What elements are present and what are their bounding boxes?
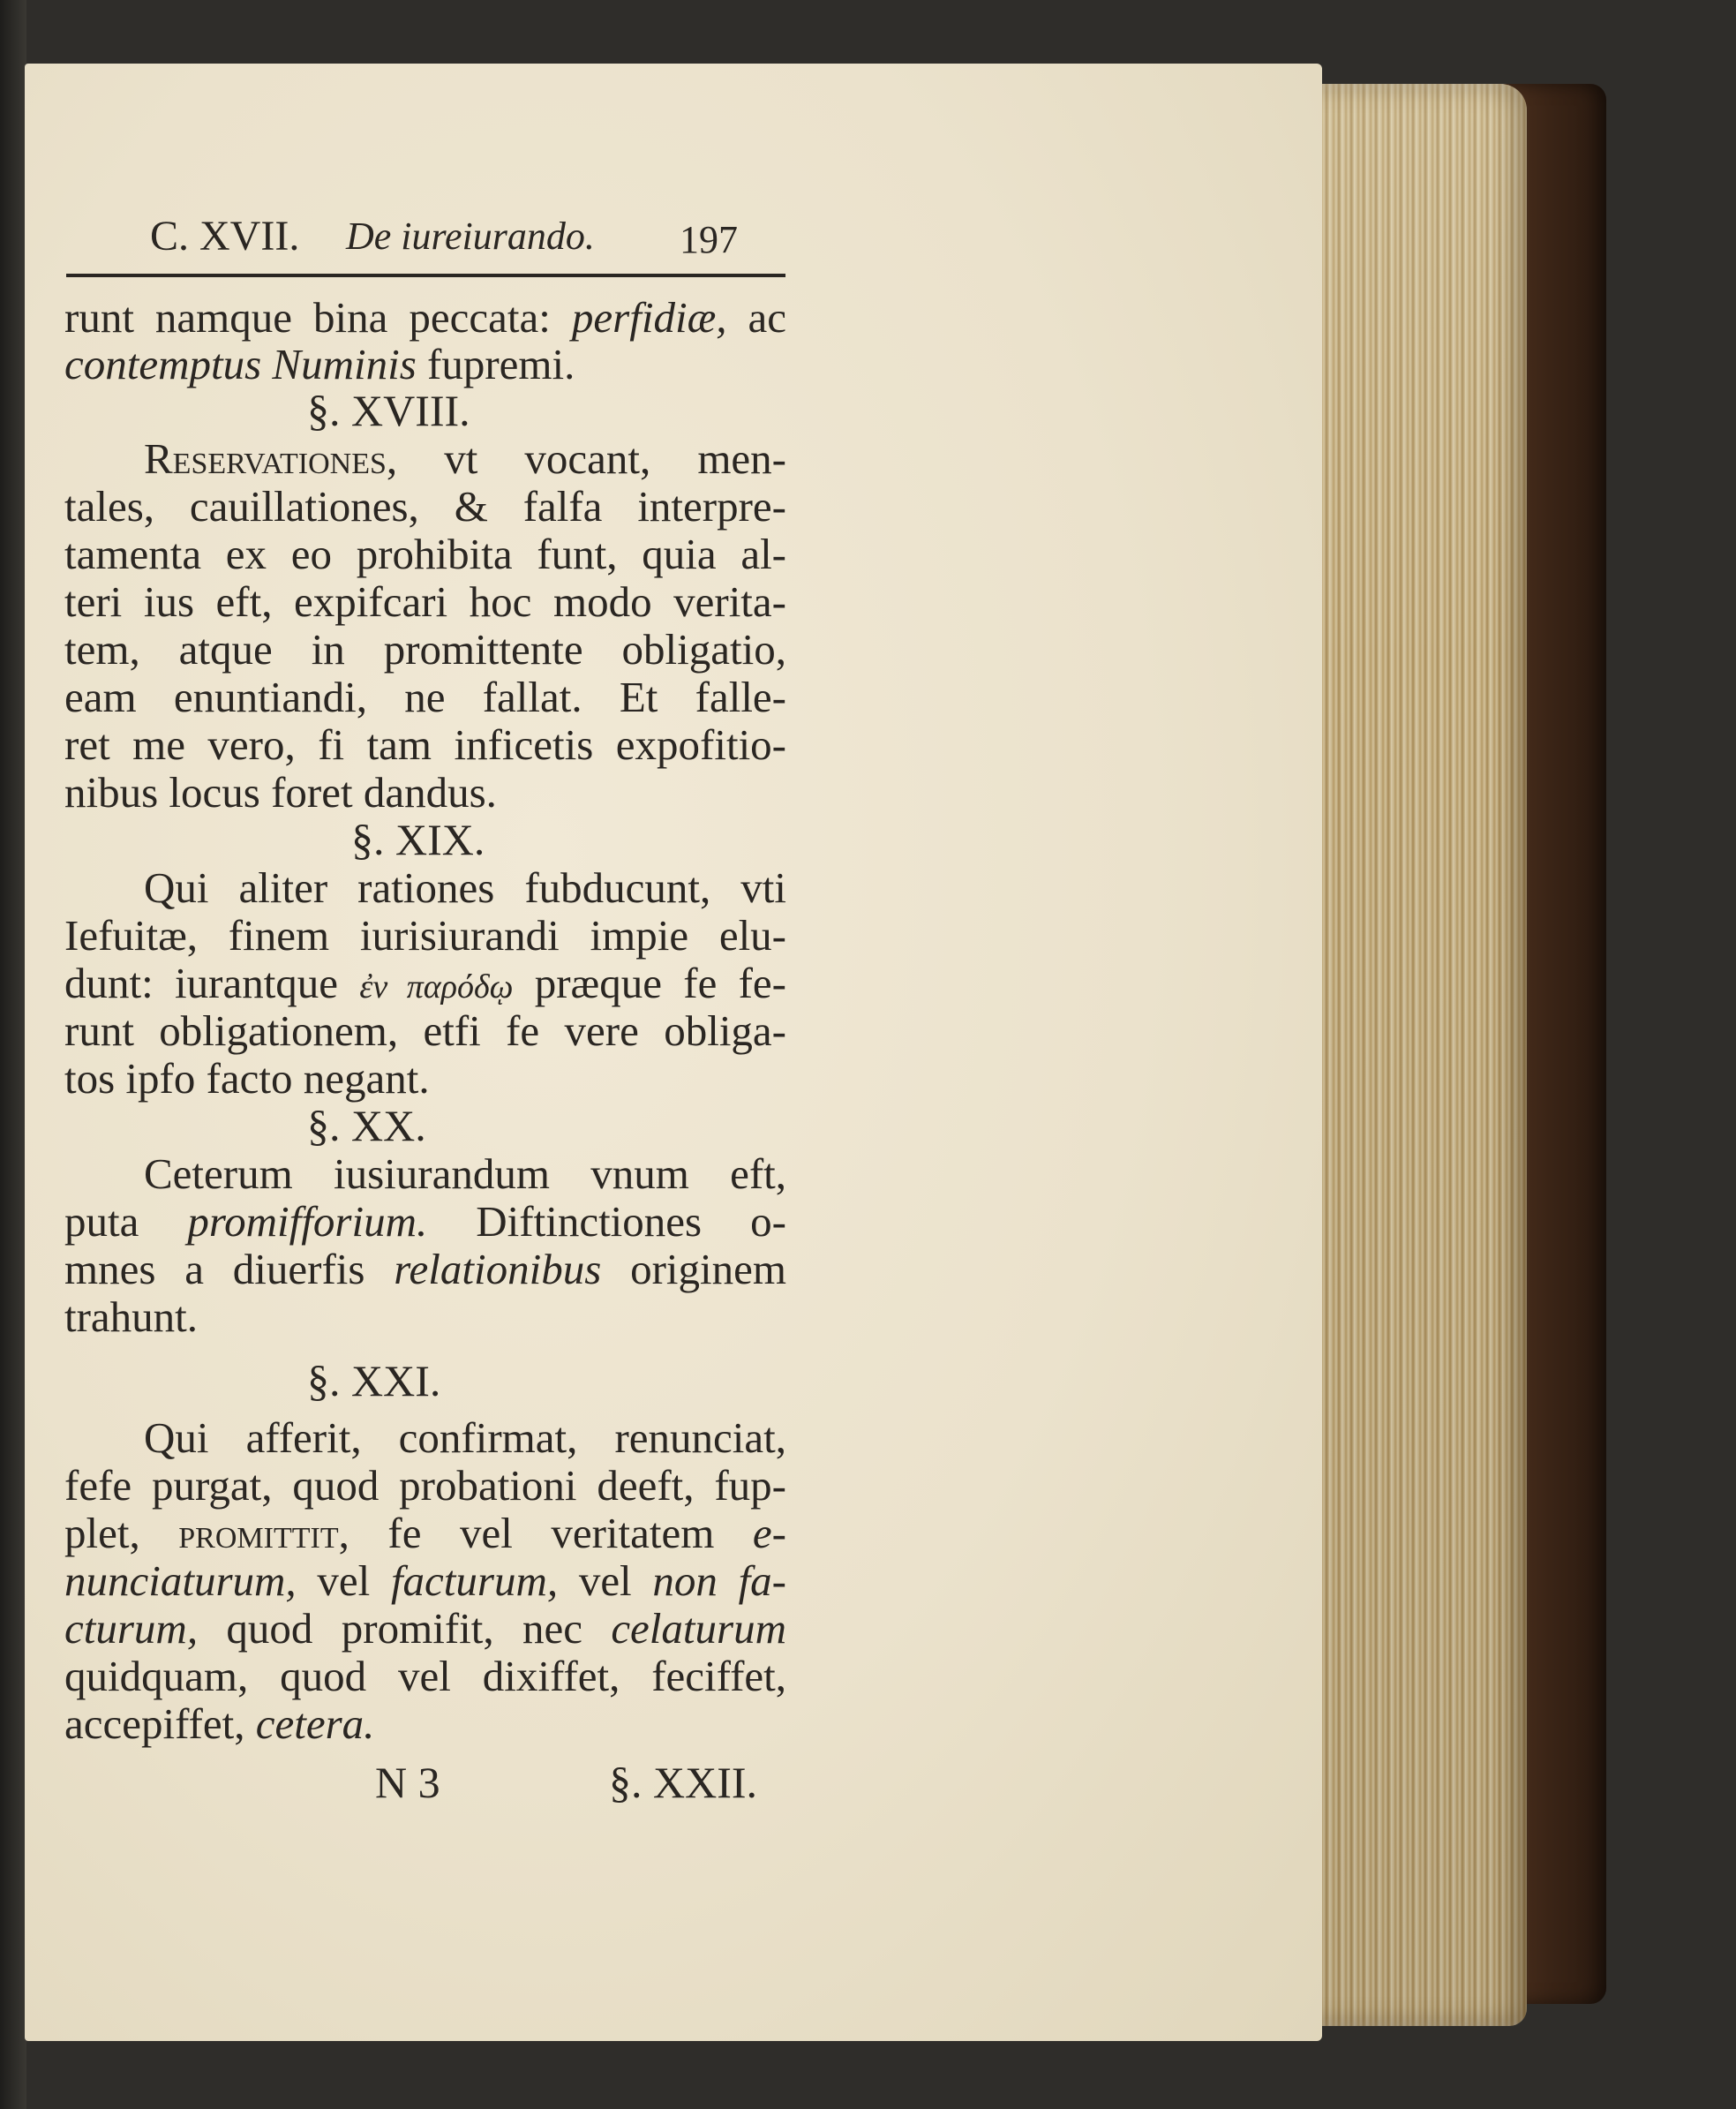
text-line: quidquam, quod vel dixiffet, feciffet, <box>64 1652 786 1700</box>
section-heading-21: §. XXI. <box>307 1356 441 1405</box>
small-caps-term: Reservationes <box>144 434 387 483</box>
text-line: eam enuntiandi, ne fallat. Et falle- <box>64 673 786 721</box>
section-heading-19: §. XIX. <box>351 815 485 864</box>
running-head-title: De iureiurando. <box>346 215 595 258</box>
text-line: nunciaturum, vel facturum, vel non fa- <box>64 1556 786 1605</box>
text-line: mnes a diuerfis relationibus originem <box>64 1245 786 1293</box>
text-line: contemptus Numinis fupremi. <box>64 340 575 388</box>
italic-term: cturum, <box>64 1604 199 1653</box>
text-line: puta promifforium. Diftinctiones o- <box>64 1197 786 1246</box>
page-number: 197 <box>680 218 738 261</box>
italic-term: e- <box>752 1509 786 1557</box>
binding-gutter <box>0 0 26 2109</box>
text-line: plet, promittit, fe vel veritatem e- <box>64 1509 786 1557</box>
head-rule <box>66 274 785 277</box>
greek-phrase: ἐν παρόδῳ <box>359 968 514 1006</box>
signature-mark: N 3 <box>375 1758 440 1807</box>
italic-term: cetera. <box>255 1699 375 1748</box>
text-line: Qui aliter rationes fubducunt, vti <box>144 863 786 912</box>
italic-term: celaturum <box>611 1604 786 1653</box>
text-line: cturum, quod promifit, nec celaturum <box>64 1604 786 1653</box>
italic-term: relationibus <box>394 1245 602 1293</box>
text-line: Reservationes, vt vocant, men- <box>144 434 786 483</box>
text-line: tales, cauillationes, & falfa interpre- <box>64 482 786 531</box>
italic-term: nunciaturum, <box>64 1556 297 1605</box>
italic-term: contemptus Numinis <box>64 340 417 388</box>
text-line: tos ipfo facto negant. <box>64 1054 430 1103</box>
section-heading-18: §. XVIII. <box>307 386 470 435</box>
text-line: ret me vero, fi tam inficetis expofitio- <box>64 720 786 769</box>
text-line: fefe purgat, quod probationi deeft, fup- <box>64 1461 786 1510</box>
text-line: Iefuitæ, finem iurisiurandi impie elu- <box>64 911 786 960</box>
text-line: Qui afferit, confirmat, renunciat, <box>144 1413 786 1462</box>
italic-term: non fa- <box>652 1556 786 1605</box>
text-line: runt obligationem, etfi fe vere obliga- <box>64 1006 786 1055</box>
italic-term: perfidiæ, <box>571 293 727 342</box>
text-line: teri ius eft, expifcari hoc modo verita- <box>64 577 786 626</box>
text-line: nibus locus foret dandus. <box>64 768 497 817</box>
text-line: Ceterum iusiurandum vnum eft, <box>144 1149 786 1198</box>
running-head-chapter: C. XVII. <box>150 213 300 260</box>
catchword: §. XXII. <box>609 1758 758 1807</box>
italic-term: promifforium. <box>187 1197 428 1246</box>
section-heading-20: §. XX. <box>307 1101 426 1150</box>
text-line: dunt: iurantque ἐν παρόδῳ præque fe fe- <box>64 959 786 1007</box>
italic-term: facturum, <box>390 1556 559 1605</box>
text-line: tamenta ex eo prohibita funt, quia al- <box>64 530 786 578</box>
text-line: runt namque bina peccata: perfidiæ, ac <box>64 293 787 342</box>
text-line: trahunt. <box>64 1292 199 1341</box>
text-line: tem, atque in promittente obligatio, <box>64 625 786 674</box>
small-caps-term: promittit <box>178 1509 339 1557</box>
running-head <box>150 212 794 265</box>
text-line: accepiffet, cetera. <box>64 1699 375 1748</box>
